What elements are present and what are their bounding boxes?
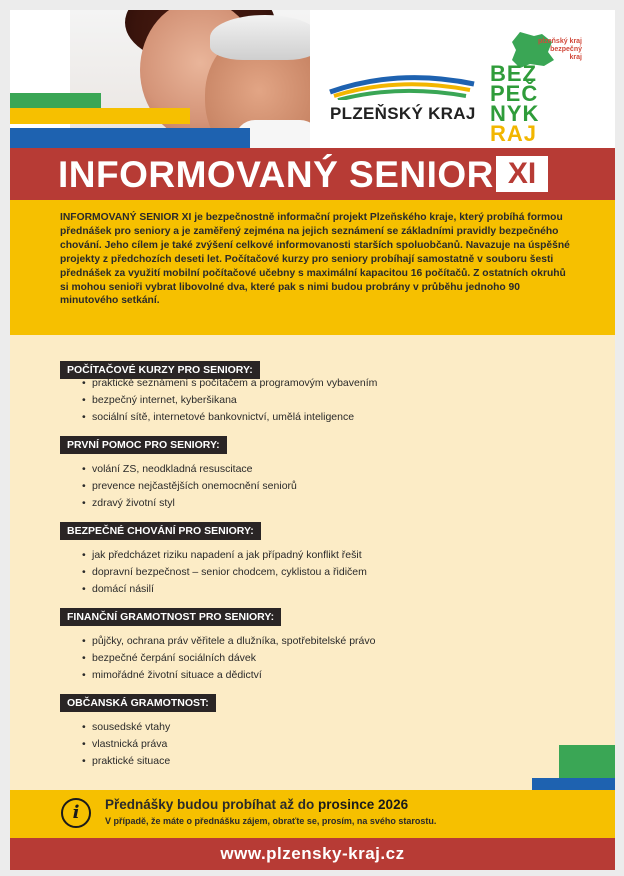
notice-date: prosince 2026 bbox=[318, 797, 409, 812]
safe-region-big-1: BEZ bbox=[490, 61, 537, 86]
section-heading-safe-behaviour: BEZPEČNÉ CHOVÁNÍ PRO SENIORY: bbox=[60, 522, 261, 540]
header bbox=[10, 10, 615, 148]
bezpecny-kraj-logo bbox=[488, 30, 584, 146]
plzensky-kraj-logo bbox=[322, 70, 476, 130]
section-heading-first-aid: PRVNÍ POMOC PRO SENIORY: bbox=[60, 436, 227, 454]
title-band bbox=[10, 148, 615, 200]
list-item: • praktické seznámení s počítačem a programovým vybavením bbox=[82, 376, 377, 390]
region-logo-text: PLZEŇSKÝ KRAJ bbox=[330, 104, 476, 123]
list-item: • sociální sítě, internetové bankovnictví, umělá inteligence bbox=[82, 410, 354, 424]
list-item: • praktické situace bbox=[82, 754, 170, 768]
notice-prefix: Přednášky budou probíhat až do bbox=[105, 797, 319, 812]
poster bbox=[10, 10, 615, 870]
list-item: • domácí násilí bbox=[82, 582, 154, 596]
list-item: • bezpečný internet, kyberšikana bbox=[82, 393, 237, 407]
notice-contact: V případě, že máte o přednášku zájem, obraťte se, prosím, na svého starostu. bbox=[105, 816, 437, 826]
safe-region-big-4: RAJ bbox=[490, 121, 538, 146]
list-item: • jak předcházet riziku napadení a jak případný konflikt řešit bbox=[82, 548, 362, 562]
section-heading-civic: OBČANSKÁ GRAMOTNOST: bbox=[60, 694, 216, 712]
info-icon: i bbox=[61, 798, 91, 828]
footer-url-band bbox=[10, 838, 615, 870]
green-corner-stripe bbox=[559, 745, 615, 778]
list-item: • mimořádné životní situace a dědictví bbox=[82, 668, 262, 682]
list-item: • zdravý životní styl bbox=[82, 496, 175, 510]
blue-stripe bbox=[10, 128, 250, 148]
website-link[interactable]: www.plzensky-kraj.cz bbox=[220, 844, 405, 863]
intro-paragraph: INFORMOVANÝ SENIOR XI je bezpečnostně informační projekt Plzeňského kraje, který probíhá formou přednášek pro seniory a je zaměřený zejména na jejich seznámení se základními pravidly bezpečného chování. Jeho cílem je také zvýšení celkové informovanosti starších spoluobčanů. Navazuje na úspěšné projekty z předchozích deseti let. Počítačové kurzy pro seniory probíhají samostatně v souboru šesti přednášek za využití mobilní počítačové učebny s maximální kapacitou 16 počítačů. Z ostatních okruhů si mohou senioři vybrat libovolné dva, které pak s nimi budou probrány v průběhu jednoho 90 minutového setkání. bbox=[60, 212, 570, 307]
safe-region-small-2: bezpečný kraj bbox=[550, 46, 582, 61]
list-item: • prevence nejčastějších onemocnění seniorů bbox=[82, 479, 297, 493]
section-heading-computers: POČÍTAČOVÉ KURZY PRO SENIORY: bbox=[60, 361, 260, 379]
safe-region-big-3: NYK bbox=[490, 101, 540, 126]
list-item: • volání ZS, neodkladná resuscitace bbox=[82, 462, 253, 476]
list-item: • dopravní bezpečnost – senior chodcem, cyklistou a řidičem bbox=[82, 565, 367, 579]
safe-region-big-2: PEČ bbox=[490, 81, 539, 106]
edition-badge: XI bbox=[496, 156, 548, 192]
intro-panel bbox=[10, 200, 615, 335]
green-stripe bbox=[10, 93, 101, 109]
list-item: • sousedské vtahy bbox=[82, 720, 170, 734]
list-item: • vlastnická práva bbox=[82, 737, 167, 751]
section-heading-finance: FINANČNÍ GRAMOTNOST PRO SENIORY: bbox=[60, 608, 281, 626]
footer-notice bbox=[10, 790, 615, 838]
page-title: INFORMOVANÝ SENIOR bbox=[58, 154, 494, 195]
yellow-stripe bbox=[10, 108, 190, 124]
list-item: • bezpečné čerpání sociálních dávek bbox=[82, 651, 256, 665]
list-item: • půjčky, ochrana práv věřitele a dlužníka, spotřebitelské právo bbox=[82, 634, 375, 648]
safe-region-small-1: plzeňský kraj bbox=[538, 38, 582, 45]
